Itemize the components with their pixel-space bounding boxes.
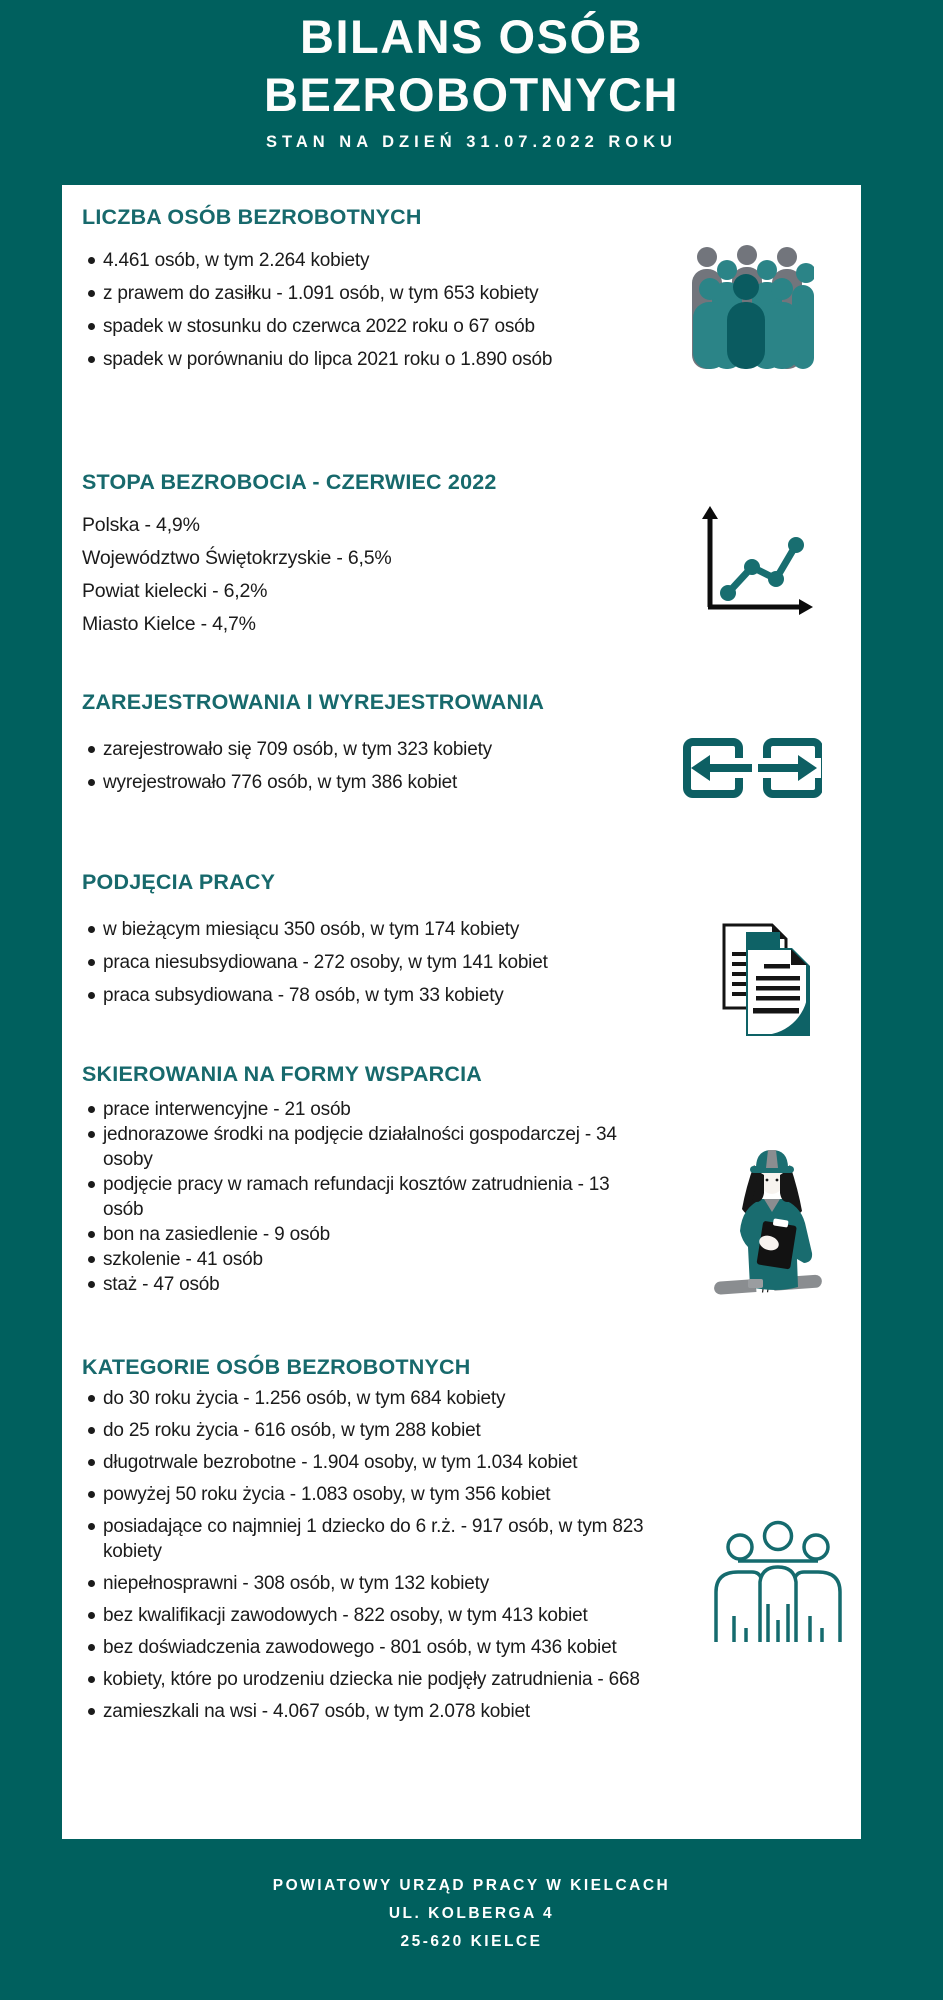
list-item: powyżej 50 roku życia - 1.083 osoby, w tym 356 kobiet (103, 1482, 672, 1507)
list-item: spadek w stosunku do czerwca 2022 roku o 67 osób (103, 314, 702, 339)
list-item: niepełnosprawni - 308 osób, w tym 132 kobiety (103, 1571, 672, 1596)
list-item: wyrejestrowało 776 osób, w tym 386 kobiet (103, 770, 682, 795)
main-title-line2: BEZROBOTNYCH (264, 68, 679, 121)
section-heading: SKIEROWANIA NA FORMY WSPARCIA (82, 1062, 482, 1086)
section-zarejestrowania-wyrejestrowania (82, 690, 682, 803)
section-heading: ZAREJESTROWANIA I WYREJESTROWANIA (82, 690, 545, 714)
list-item: 4.461 osób, w tym 2.264 kobiety (103, 248, 702, 273)
register-deregister-arrows-icon (682, 737, 822, 799)
list-item: w bieżącym miesiącu 350 osób, w tym 174 kobiety (103, 917, 682, 942)
list-item: z prawem do zasiłku - 1.091 osób, w tym 653 kobiety (103, 281, 702, 306)
documents-icon (716, 922, 818, 1040)
footer (0, 1872, 943, 1956)
worker-woman-illustration (712, 1135, 828, 1305)
section-stopa-bezrobocia (82, 470, 682, 641)
list-item: staż - 47 osób (103, 1272, 642, 1297)
bullet-list (82, 737, 682, 795)
section-podjecia-pracy (82, 870, 682, 1016)
footer-org-name: POWIATOWY URZĄD PRACY W KIELCACH (272, 1877, 671, 1894)
list-item: do 30 roku życia - 1.256 osób, w tym 684 kobiety (103, 1386, 672, 1411)
list-item: posiadające co najmniej 1 dziecko do 6 r.ż. - 917 osób, w tym 823 kobiety (103, 1514, 672, 1564)
list-item: bez kwalifikacji zawodowych - 822 osoby, w tym 413 kobiet (103, 1603, 672, 1628)
list-item: kobiety, które po urodzeniu dziecka nie podjęły zatrudnienia - 668 (103, 1667, 672, 1692)
list-item: do 25 roku życia - 616 osób, w tym 288 kobiet (103, 1418, 672, 1443)
header (0, 0, 943, 152)
list-item: szkolenie - 41 osób (103, 1247, 642, 1272)
list-item: praca niesubsydiowana - 272 osoby, w tym 141 kobiet (103, 950, 682, 975)
infographic-card (62, 185, 861, 1839)
people-group-icon (708, 1516, 848, 1642)
list-item: bon na zasiedlenie - 9 osób (103, 1222, 642, 1247)
stats-list (82, 509, 682, 641)
footer-city: 25-620 KIELCE (400, 1933, 543, 1950)
people-crowd-icon (680, 243, 814, 369)
list-item: zarejestrowało się 709 osób, w tym 323 kobiety (103, 737, 682, 762)
subtitle: STAN NA DZIEŃ 31.07.2022 ROKU (266, 133, 677, 151)
bullet-list (82, 1386, 672, 1724)
stat-line: Województwo Świętokrzyskie - 6,5% (82, 547, 392, 569)
stat-line: Miasto Kielce - 4,7% (82, 613, 256, 635)
list-item: spadek w porównaniu do lipca 2021 roku o 1.890 osób (103, 347, 702, 372)
list-item: bez doświadczenia zawodowego - 801 osób, w tym 436 kobiet (103, 1635, 672, 1660)
list-item: zamieszkali na wsi - 4.067 osób, w tym 2.078 kobiet (103, 1699, 672, 1724)
section-kategorie-osob-bezrobotnych (82, 1355, 672, 1731)
bullet-list (82, 1097, 642, 1297)
bullet-list (82, 917, 682, 1008)
section-heading: PODJĘCIA PRACY (82, 870, 276, 894)
list-item: prace interwencyjne - 21 osób (103, 1097, 642, 1122)
list-item: praca subsydiowana - 78 osób, w tym 33 kobiety (103, 983, 682, 1008)
stat-line: Polska - 4,9% (82, 514, 200, 536)
list-item: długotrwale bezrobotne - 1.904 osoby, w tym 1.034 kobiet (103, 1450, 672, 1475)
section-liczba-osob-bezrobotnych (82, 205, 702, 380)
section-skierowania-formy-wsparcia (82, 1062, 642, 1297)
section-heading: STOPA BEZROBOCIA - CZERWIEC 2022 (82, 470, 497, 494)
main-title (0, 8, 943, 124)
footer-street: UL. KOLBERGA 4 (388, 1905, 555, 1922)
section-heading: LICZBA OSÓB BEZROBOTNYCH (82, 205, 422, 229)
main-title-line1: BILANS OSÓB (300, 10, 643, 63)
stat-line: Powiat kielecki - 6,2% (82, 580, 268, 602)
section-heading: KATEGORIE OSÓB BEZROBOTNYCH (82, 1355, 471, 1379)
list-item: jednorazowe środki na podjęcie działalności gospodarczej - 34 osoby (103, 1122, 642, 1172)
line-chart-icon (690, 503, 814, 627)
bullet-list (82, 248, 702, 372)
list-item: podjęcie pracy w ramach refundacji kosztów zatrudnienia - 13 osób (103, 1172, 642, 1222)
